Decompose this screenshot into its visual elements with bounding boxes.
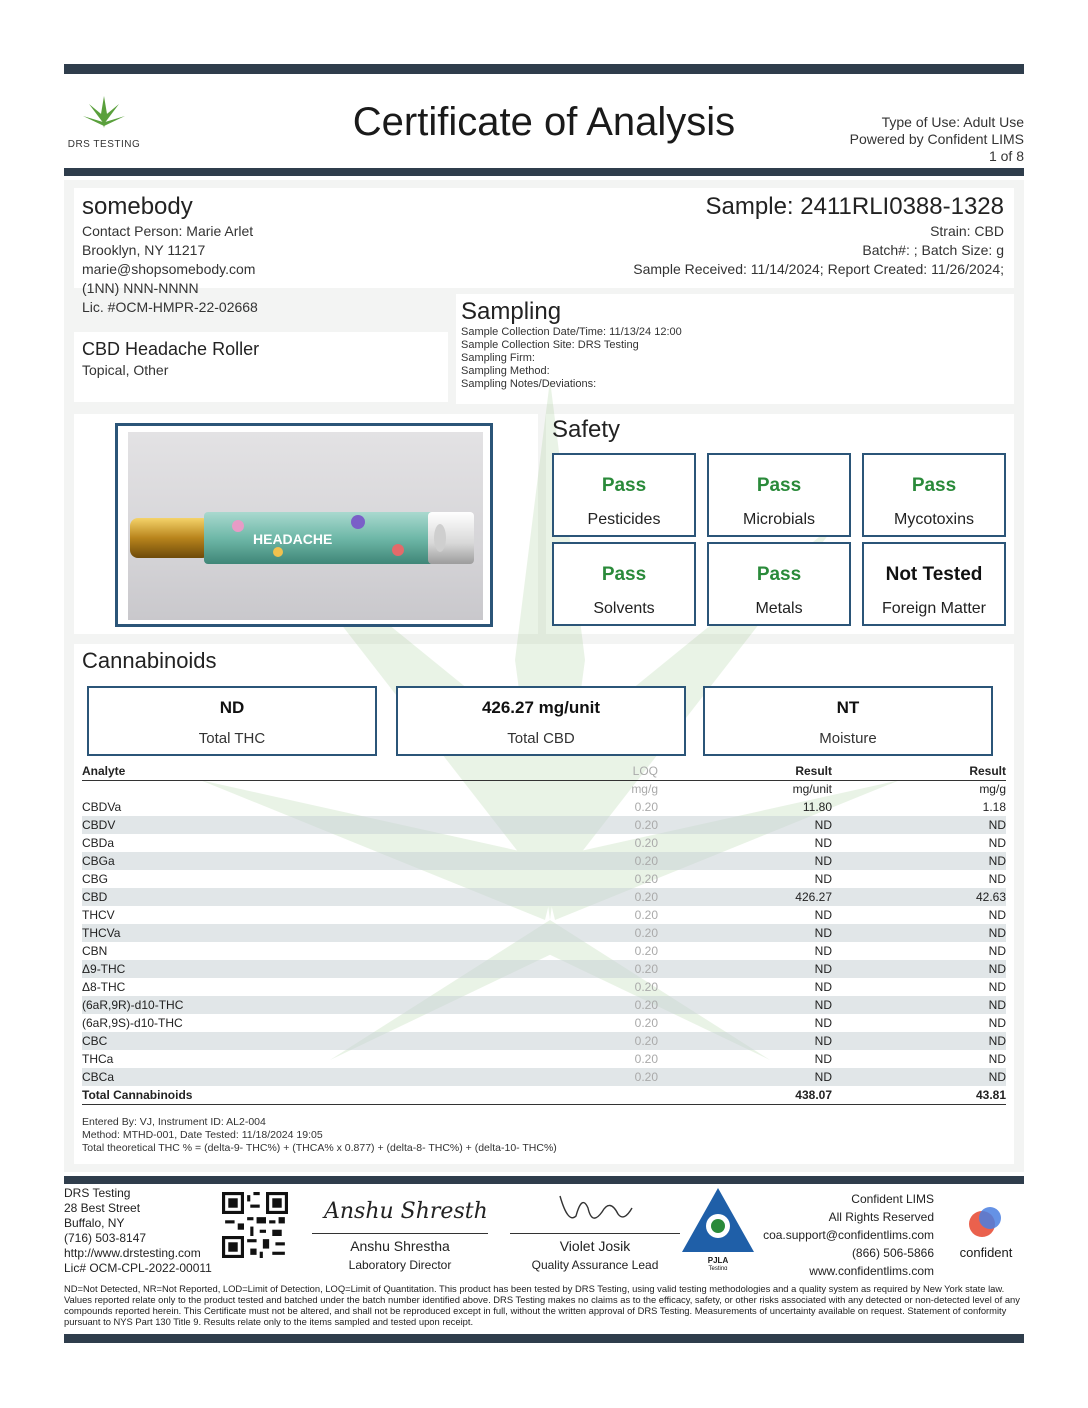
signer-name: Anshu Shrestha: [350, 1238, 450, 1254]
roller-bottle-image: [128, 432, 483, 620]
cell-analyte: CBDVa: [82, 800, 122, 814]
page-number: 1 of 8: [988, 148, 1024, 164]
signature-image-qa: [510, 1186, 680, 1230]
top-bar: [64, 64, 1024, 74]
sampling-line: Sampling Notes/Deviations:: [461, 378, 597, 390]
cell-analyte: CBGa: [82, 852, 382, 870]
safety-solvents: [552, 542, 696, 626]
table-row: [82, 1014, 1006, 1032]
cell-loq: 0.20: [382, 1068, 658, 1086]
safety-result: Pass: [601, 475, 647, 496]
note-line: Entered By: VJ, Instrument ID: AL2-004: [82, 1116, 266, 1128]
cell-loq: 0.20: [634, 944, 658, 958]
cell-result-unit: ND: [814, 872, 832, 886]
cell-result-mass: ND: [988, 1052, 1006, 1066]
client-name: somebody: [82, 193, 193, 220]
cell-analyte: CBN: [82, 944, 108, 958]
lab-line: Buffalo, NY: [64, 1216, 125, 1230]
table-row: [82, 1050, 1006, 1068]
signature-qa: [510, 1186, 680, 1272]
signature-director: [312, 1186, 488, 1272]
cell-result-mass: ND: [832, 996, 1006, 1014]
cell-analyte: CBC: [82, 1032, 382, 1050]
header-divider: [64, 168, 1024, 176]
cell-loq: 0.20: [634, 908, 658, 922]
table-row: [82, 870, 1006, 888]
cell-result-mass: ND: [832, 924, 1006, 942]
safety-label: Metals: [755, 600, 803, 617]
bottom-bar: [64, 1334, 1024, 1343]
table-row: [82, 960, 1006, 978]
cannabinoid-table: [82, 762, 1006, 1105]
cell-result-unit: ND: [658, 996, 832, 1014]
sample-dates: Sample Received: 11/14/2024; Report Created: 11/26/2024;: [633, 261, 1004, 277]
sampling-line: Sample Collection Site: DRS Testing: [461, 339, 639, 351]
total-result-unit: 438.07: [658, 1086, 832, 1104]
cell-result-unit: ND: [658, 960, 832, 978]
client-info: [82, 192, 258, 317]
safety-label: Foreign Matter: [881, 600, 987, 617]
cell-result-mass: ND: [832, 1032, 1006, 1050]
strain: Strain: CBD: [930, 223, 1004, 239]
safety-mycotoxins: [862, 453, 1006, 537]
pjla-name: PJLA: [707, 1256, 729, 1265]
footer-divider: [64, 1176, 1024, 1184]
cell-loq: 0.20: [382, 960, 658, 978]
confident-line: (866) 506-5866: [851, 1246, 934, 1260]
cannabinoids-title: Cannabinoids: [82, 648, 217, 673]
client-city: Brooklyn, NY 11217: [82, 242, 206, 258]
signer-role: Quality Assurance Lead: [531, 1258, 659, 1272]
contact-person: Contact Person: Marie Arlet: [82, 223, 254, 239]
cell-analyte: CBDV: [82, 816, 382, 834]
cell-result-mass: ND: [988, 1016, 1006, 1030]
sampling-title: Sampling: [461, 298, 562, 325]
cell-loq: 0.20: [382, 816, 658, 834]
cell-result-mass: ND: [832, 852, 1006, 870]
cell-analyte: CBD: [82, 888, 382, 906]
cell-result-mass: 1.18: [982, 800, 1006, 814]
summary-label: Total THC: [198, 730, 266, 747]
cell-result-unit: ND: [814, 1016, 832, 1030]
summary-total-cbd: [396, 686, 686, 756]
table-row: [82, 906, 1006, 924]
batch: Batch#: ; Batch Size: g: [862, 242, 1004, 258]
cell-result-unit: 11.80: [802, 800, 832, 814]
cell-loq: 0.20: [634, 872, 658, 886]
safety-label: Mycotoxins: [893, 511, 975, 528]
pjla-sub: Testing: [708, 1266, 728, 1270]
cell-result-mass: ND: [832, 1068, 1006, 1086]
cell-result-mass: ND: [832, 960, 1006, 978]
cell-result-unit: ND: [814, 980, 832, 994]
table-row: [82, 996, 1006, 1014]
confident-line: Confident LIMS: [851, 1192, 934, 1206]
cell-analyte: THCa: [82, 1052, 114, 1066]
cell-analyte: CBCa: [82, 1068, 382, 1086]
unit-result-mass: mg/g: [979, 782, 1006, 797]
cell-analyte: CBDa: [82, 836, 115, 850]
cell-result-unit: ND: [814, 908, 832, 922]
lab-line: Lic# OCM-CPL-2022-00011: [64, 1261, 212, 1275]
cell-result-mass: 42.63: [832, 888, 1006, 906]
product-name: CBD Headache Roller: [82, 339, 260, 359]
cell-analyte: Δ9-THC: [82, 960, 382, 978]
safety-title: Safety: [552, 416, 621, 443]
cell-result-unit: ND: [658, 852, 832, 870]
summary-value: ND: [219, 698, 245, 717]
cell-analyte: THCV: [82, 908, 115, 922]
table-row: [82, 816, 1006, 834]
sampling-line: Sampling Firm:: [461, 352, 535, 364]
safety-foreign-matter: [862, 542, 1006, 626]
header-result-unit: Result: [658, 762, 832, 780]
cell-result-mass: ND: [988, 908, 1006, 922]
summary-label: Moisture: [819, 730, 877, 747]
units-row: [82, 780, 1006, 798]
cell-result-unit: ND: [658, 924, 832, 942]
sampling-line: Sampling Method:: [461, 365, 550, 377]
table-row: [82, 852, 1006, 870]
logo-text: DRS TESTING: [67, 139, 141, 150]
table-row: [82, 978, 1006, 996]
table-row: [82, 798, 1006, 816]
note-line: Total theoretical THC % = (delta-9- THC%) + (THCA% x 0.877) + (delta-8- THC%) + (delta-10- THC%): [82, 1142, 557, 1154]
cell-analyte: CBG: [82, 872, 109, 886]
summary-moisture: [703, 686, 993, 756]
summary-value: NT: [836, 698, 860, 717]
pjla-accreditation-icon: [680, 1186, 756, 1270]
header-meta: [850, 114, 1024, 165]
cell-result-unit: ND: [658, 816, 832, 834]
cell-loq: 0.20: [382, 888, 658, 906]
cell-loq: 0.20: [382, 852, 658, 870]
cell-result-unit: ND: [658, 1032, 832, 1050]
powered-by: Powered by Confident LIMS: [849, 131, 1024, 147]
signature-image-director: [312, 1186, 488, 1230]
unit-result-unit: mg/unit: [792, 782, 832, 797]
signature-line: [510, 1233, 680, 1234]
lab-line: DRS Testing: [64, 1186, 131, 1200]
units-blank: [82, 780, 382, 798]
client-phone: (1NN) NNN-NNNN: [82, 280, 199, 296]
cell-result-mass: ND: [988, 944, 1006, 958]
confident-info: [763, 1190, 934, 1280]
method-notes: [82, 1116, 557, 1155]
client-email: marie@shopsomebody.com: [82, 261, 256, 277]
confident-line: coa.support@confidentlims.com: [763, 1228, 934, 1242]
lab-info: [64, 1186, 212, 1276]
table-row: [82, 1068, 1006, 1086]
qr-code-icon[interactable]: [222, 1192, 288, 1258]
cell-result-unit: ND: [814, 944, 832, 958]
header-analyte: Analyte: [82, 762, 382, 780]
safety-label: Pesticides: [587, 511, 661, 528]
cell-loq: 0.20: [634, 980, 658, 994]
cell-analyte: THCVa: [82, 924, 382, 942]
safety-label: Solvents: [593, 600, 655, 617]
total-loq: [382, 1086, 658, 1104]
safety-metals: [707, 542, 851, 626]
table-body: [82, 780, 1006, 1104]
confident-line: All Rights Reserved: [828, 1210, 934, 1224]
summary-value: 426.27 mg/unit: [481, 698, 601, 717]
safety-result: Not Tested: [885, 564, 983, 585]
cell-result-unit: ND: [814, 1052, 832, 1066]
total-label: Total Cannabinoids: [82, 1086, 382, 1104]
note-line: Method: MTHD-001, Date Tested: 11/18/2024 19:05: [82, 1129, 323, 1141]
cell-result-unit: 426.27: [658, 888, 832, 906]
cell-result-unit: ND: [814, 836, 832, 850]
cell-loq: 0.20: [382, 924, 658, 942]
signature-line: [312, 1233, 488, 1234]
cell-result-mass: ND: [832, 816, 1006, 834]
safety-result: Pass: [601, 564, 647, 585]
type-of-use: Type of Use: Adult Use: [881, 114, 1024, 130]
sample-id: Sample: 2411RLI0388-1328: [705, 193, 1004, 220]
confident-logo-text: confident: [959, 1245, 1013, 1260]
header-loq: LOQ: [382, 762, 658, 780]
confident-logo: [954, 1204, 1018, 1260]
client-license: Lic. #OCM-HMPR-22-02668: [82, 299, 258, 315]
unit-loq: mg/g: [631, 782, 658, 797]
lab-line: http://www.drstesting.com: [64, 1246, 201, 1260]
safety-result: Pass: [756, 475, 802, 496]
roller-label: HEADACHE: [253, 531, 333, 547]
lab-line: (716) 503-8147: [64, 1231, 147, 1245]
cell-analyte: (6aR,9S)-d10-THC: [82, 1016, 183, 1030]
table-row: [82, 888, 1006, 906]
summary-total-thc: [87, 686, 377, 756]
signer-name: Violet Josik: [559, 1238, 631, 1254]
disclaimer: ND=Not Detected, NR=Not Reported, LOD=Limit of Detection, LOQ=Limit of Quantitation. This product has been tested by DRS Testing, using valid testing methodologies and a quality system as required by New York state law. Values reported relate only to the product tested and batched under the batch number identified above. DRS Testing makes no claims as to the efficacy, safety, or other risks associated with any detected or non-detected level of any compounds reported herein. This Certificate must not be altered, and shall not be reproduced except in full, without the written approval of DRS Testing. Measurements of uncertainty available on request. Statement of conformity pursuant to NYS Part 130 Title 9. Results relate only to the items sampled and tested upon receipt.: [64, 1283, 1020, 1327]
total-row: [82, 1086, 1006, 1104]
safety-pesticides: [552, 453, 696, 537]
safety-microbials: [707, 453, 851, 537]
product-info: [82, 338, 259, 380]
cell-loq: 0.20: [634, 1052, 658, 1066]
table-row: [82, 942, 1006, 960]
cell-result-mass: ND: [988, 872, 1006, 886]
table-row: [82, 834, 1006, 852]
cell-result-mass: ND: [988, 836, 1006, 850]
product-category: Topical, Other: [82, 362, 169, 378]
sample-info: [633, 192, 1004, 279]
signature-script: Anshu Shrestha: [324, 1199, 488, 1224]
cell-loq: 0.20: [634, 800, 658, 814]
page-title: Certificate of Analysis: [352, 100, 736, 144]
safety-label: Microbials: [742, 511, 815, 528]
confident-logo-icon: [966, 1204, 1006, 1240]
cell-loq: 0.20: [382, 1032, 658, 1050]
confident-line: www.confidentlims.com: [809, 1264, 934, 1278]
sampling-info: [461, 298, 682, 391]
product-photo: [128, 432, 483, 620]
cell-analyte: (6aR,9R)-d10-THC: [82, 996, 382, 1014]
safety-result: Pass: [911, 475, 957, 496]
sampling-line: Sample Collection Date/Time: 11/13/24 12:00: [461, 326, 682, 338]
lab-line: 28 Best Street: [64, 1201, 141, 1215]
safety-result: Pass: [756, 564, 802, 585]
cell-loq: 0.20: [382, 996, 658, 1014]
signature-script: VJ: [510, 1186, 512, 1187]
table-row: [82, 924, 1006, 942]
product-photo-frame: [115, 423, 493, 627]
table-header: [82, 762, 1006, 780]
cell-result-unit: ND: [658, 1068, 832, 1086]
total-result-mass: 43.81: [832, 1086, 1006, 1104]
header-result-mass: Result: [832, 762, 1006, 780]
signer-role: Laboratory Director: [348, 1258, 452, 1272]
cell-result-mass: ND: [988, 980, 1006, 994]
table-row: [82, 1032, 1006, 1050]
cell-analyte: Δ8-THC: [82, 980, 126, 994]
cell-loq: 0.20: [634, 836, 658, 850]
summary-label: Total CBD: [507, 730, 575, 747]
cell-loq: 0.20: [634, 1016, 658, 1030]
